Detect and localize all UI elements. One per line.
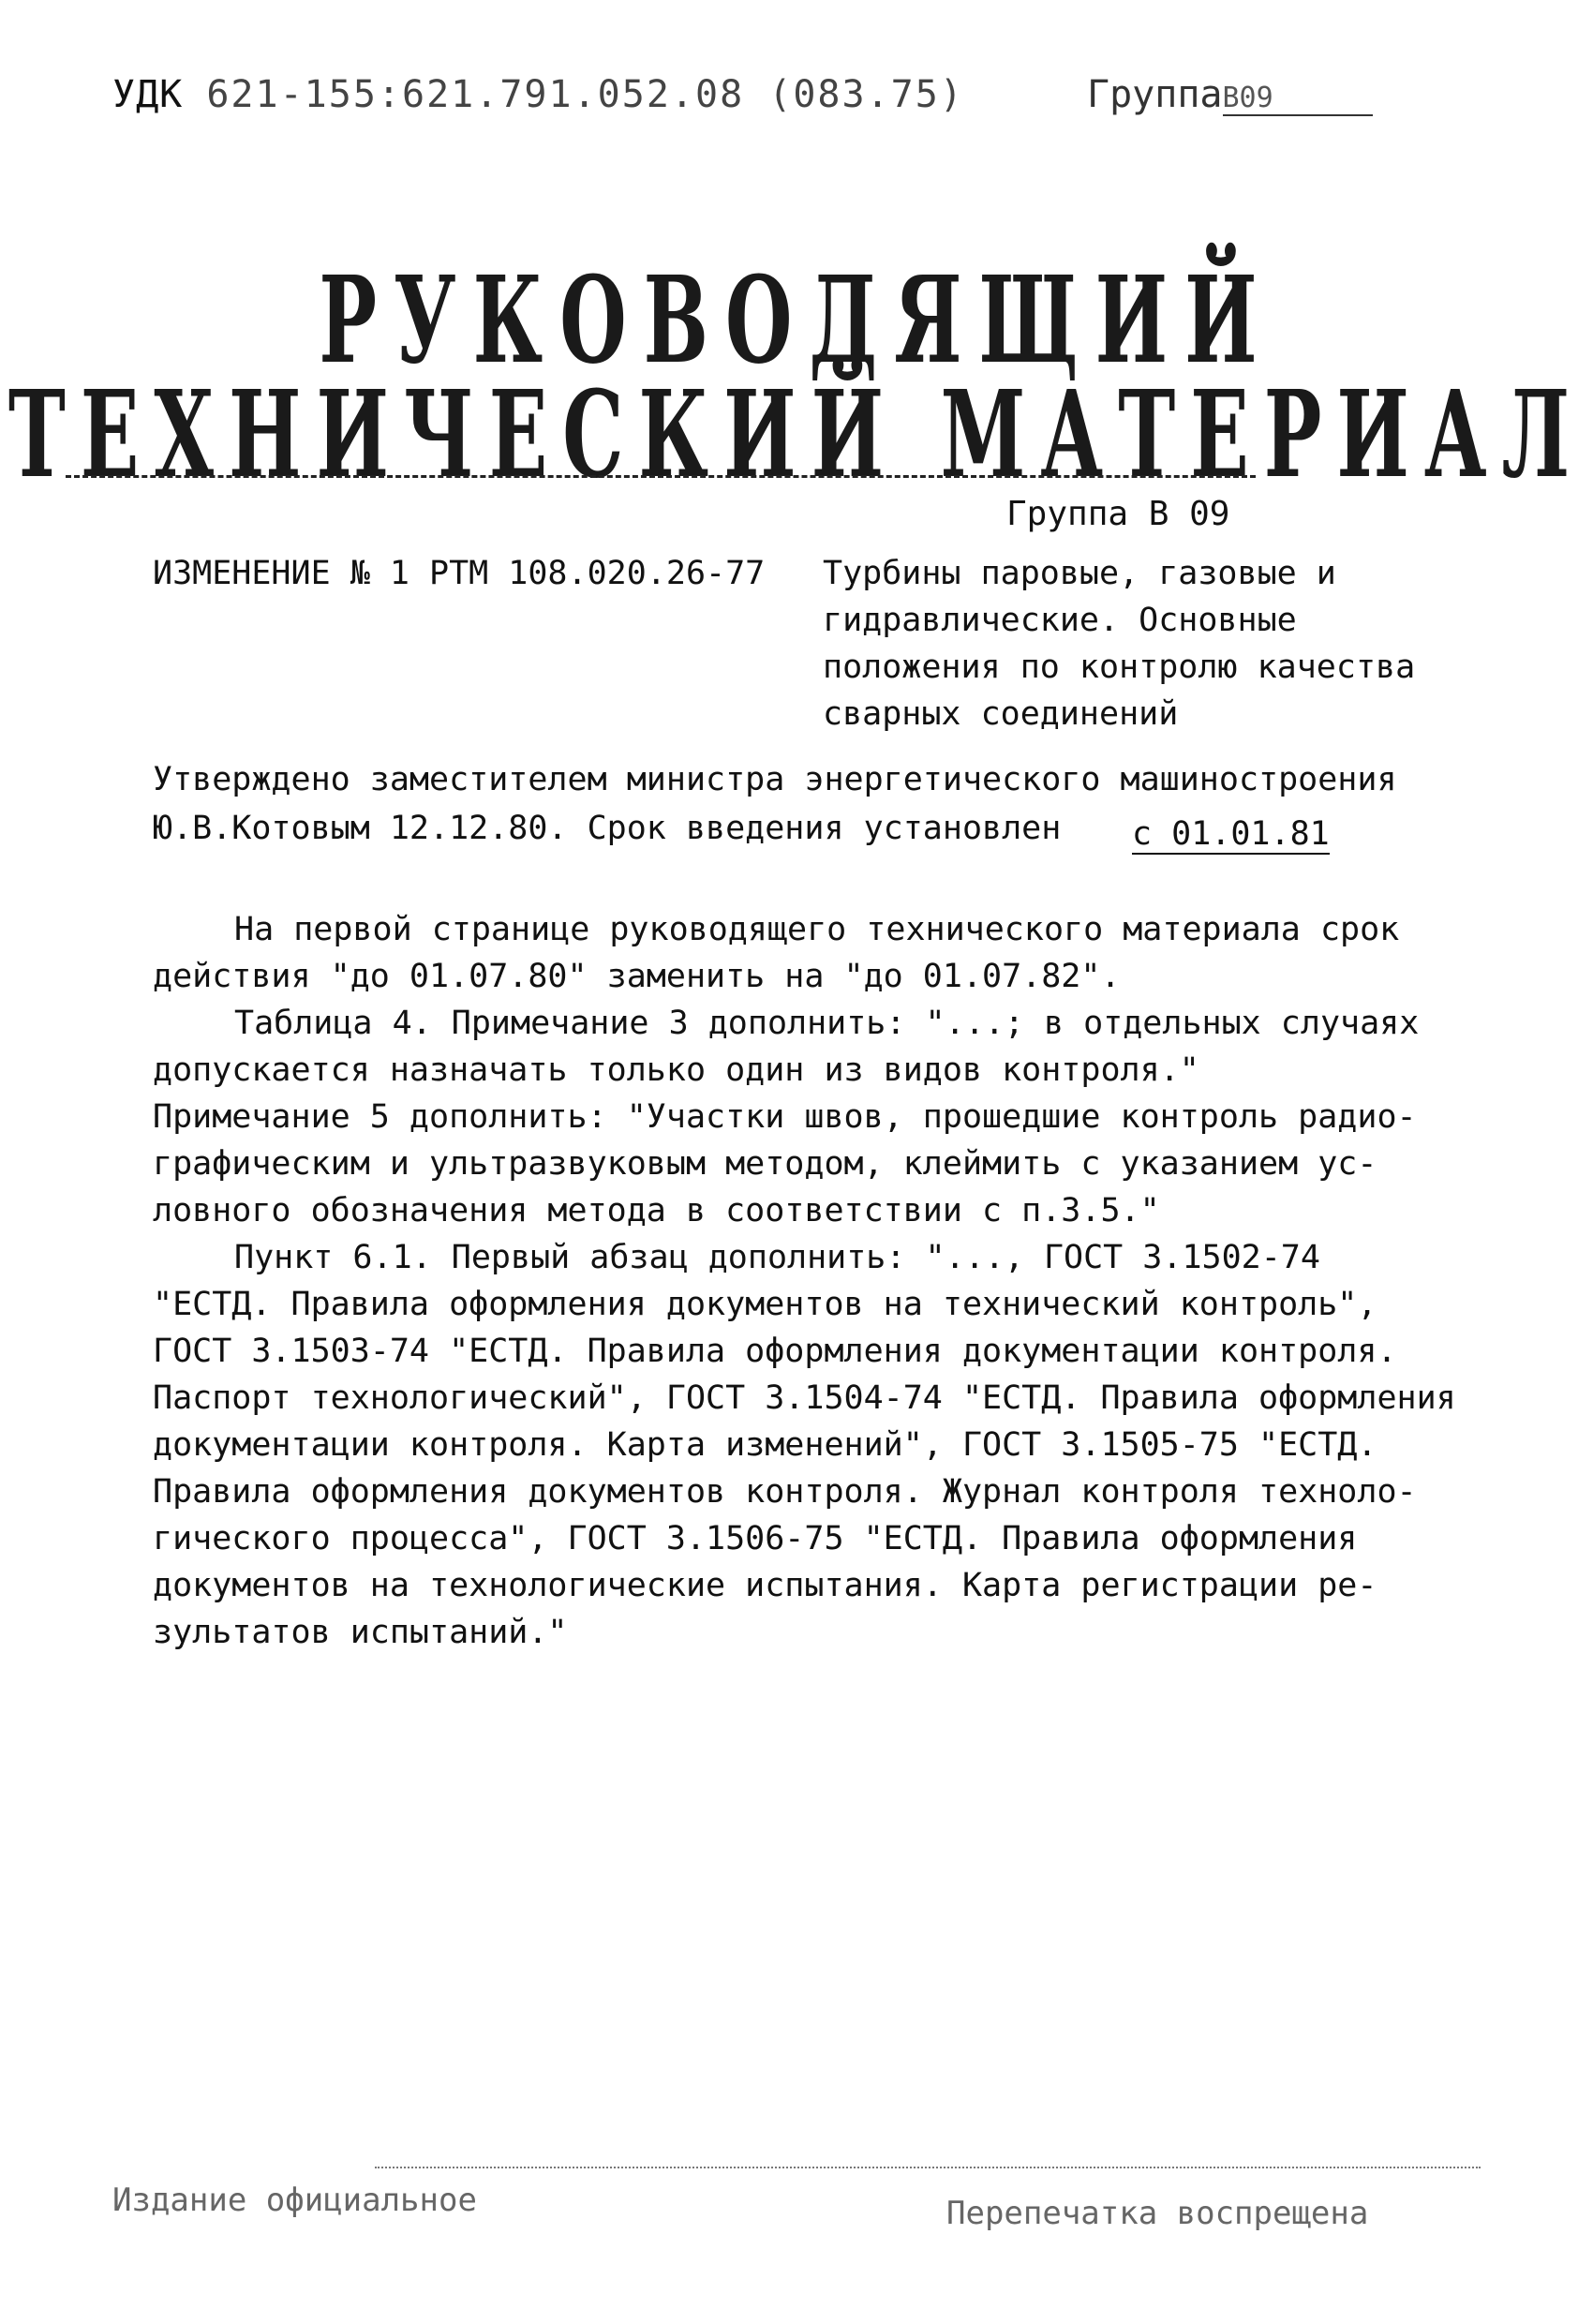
subject-line: положения по контролю качества (823, 648, 1416, 686)
body-line: "ЕСТД. Правила оформления документов на технический контроль", (153, 1286, 1377, 1323)
group-code: Группа В 09 (1006, 495, 1230, 533)
title-divider (66, 475, 1256, 478)
footer-divider (375, 2167, 1481, 2168)
subject-line: Турбины паровые, газовые и (823, 555, 1336, 592)
body-line: Пункт 6.1. Первый абзац дополнить: "..., ГОСТ 3.1502-74 (234, 1239, 1320, 1276)
body-line: Таблица 4. Примечание 3 дополнить: "...; в отдельных случаях (234, 1005, 1420, 1042)
approval-line: Ю.В.Котовым 12.12.80. Срок введения установлен (153, 810, 1062, 847)
body-line: зультатов испытаний." (153, 1614, 568, 1651)
body-line: Паспорт технологический", ГОСТ 3.1504-74 "ЕСТД. Правила оформления (153, 1379, 1456, 1417)
group-header (1087, 73, 1373, 116)
footer-reprint-prohibited: Перепечатка воспрещена (946, 2195, 1369, 2232)
body-line: Примечание 5 дополнить: "Участки швов, прошедшие контроль радио- (153, 1098, 1417, 1136)
body-line: На первой странице руководящего технического материала срок (234, 911, 1400, 948)
group-label: Группа (1087, 73, 1223, 116)
body-line: допускается назначать только один из видов контроля." (153, 1051, 1199, 1089)
body-line: ловного обозначения метода в соответствии с п.3.5." (153, 1192, 1160, 1229)
body-line: документов на технологические испытания. Карта регистрации ре- (153, 1567, 1377, 1604)
subject-line: сварных соединений (823, 695, 1179, 733)
approval-line: Утверждено заместителем министра энергетического машиностроения (153, 761, 1397, 798)
body-line: Правила оформления документов контроля. Журнал контроля техноло- (153, 1473, 1417, 1511)
subject-line: гидравлические. Основные (823, 602, 1297, 639)
introduction-date (1132, 815, 1330, 853)
udk-code: 621-155:621.791.052.08 (083.75) (206, 73, 964, 116)
group-value: В09 (1223, 82, 1373, 116)
introduction-date-value: с 01.01.81 (1132, 815, 1330, 853)
body-line: графическим и ультразвуковым методом, клеймить с указанием ус- (153, 1145, 1377, 1183)
udk-line (112, 73, 964, 116)
body-line: документации контроля. Карта изменений", ГОСТ 3.1505-75 "ЕСТД. (153, 1426, 1377, 1464)
udk-label: УДК (112, 73, 184, 116)
document-title-line-1: РУКОВОДЯЩИЙ (319, 251, 1274, 391)
change-identifier: ИЗМЕНЕНИЕ № 1 РТМ 108.020.26-77 (153, 555, 766, 592)
body-line: ГОСТ 3.1503-74 "ЕСТД. Правила оформления документации контроля. (153, 1333, 1397, 1370)
footer-official-edition: Издание официальное (112, 2182, 477, 2219)
document-title-line-2: ТЕХНИЧЕСКИЙ МАТЕРИАЛ (7, 365, 1586, 505)
body-line: гического процесса", ГОСТ 3.1506-75 "ЕСТД. Правила оформления (153, 1520, 1358, 1557)
body-line: действия "до 01.07.80" заменить на "до 01.07.82". (153, 958, 1121, 995)
